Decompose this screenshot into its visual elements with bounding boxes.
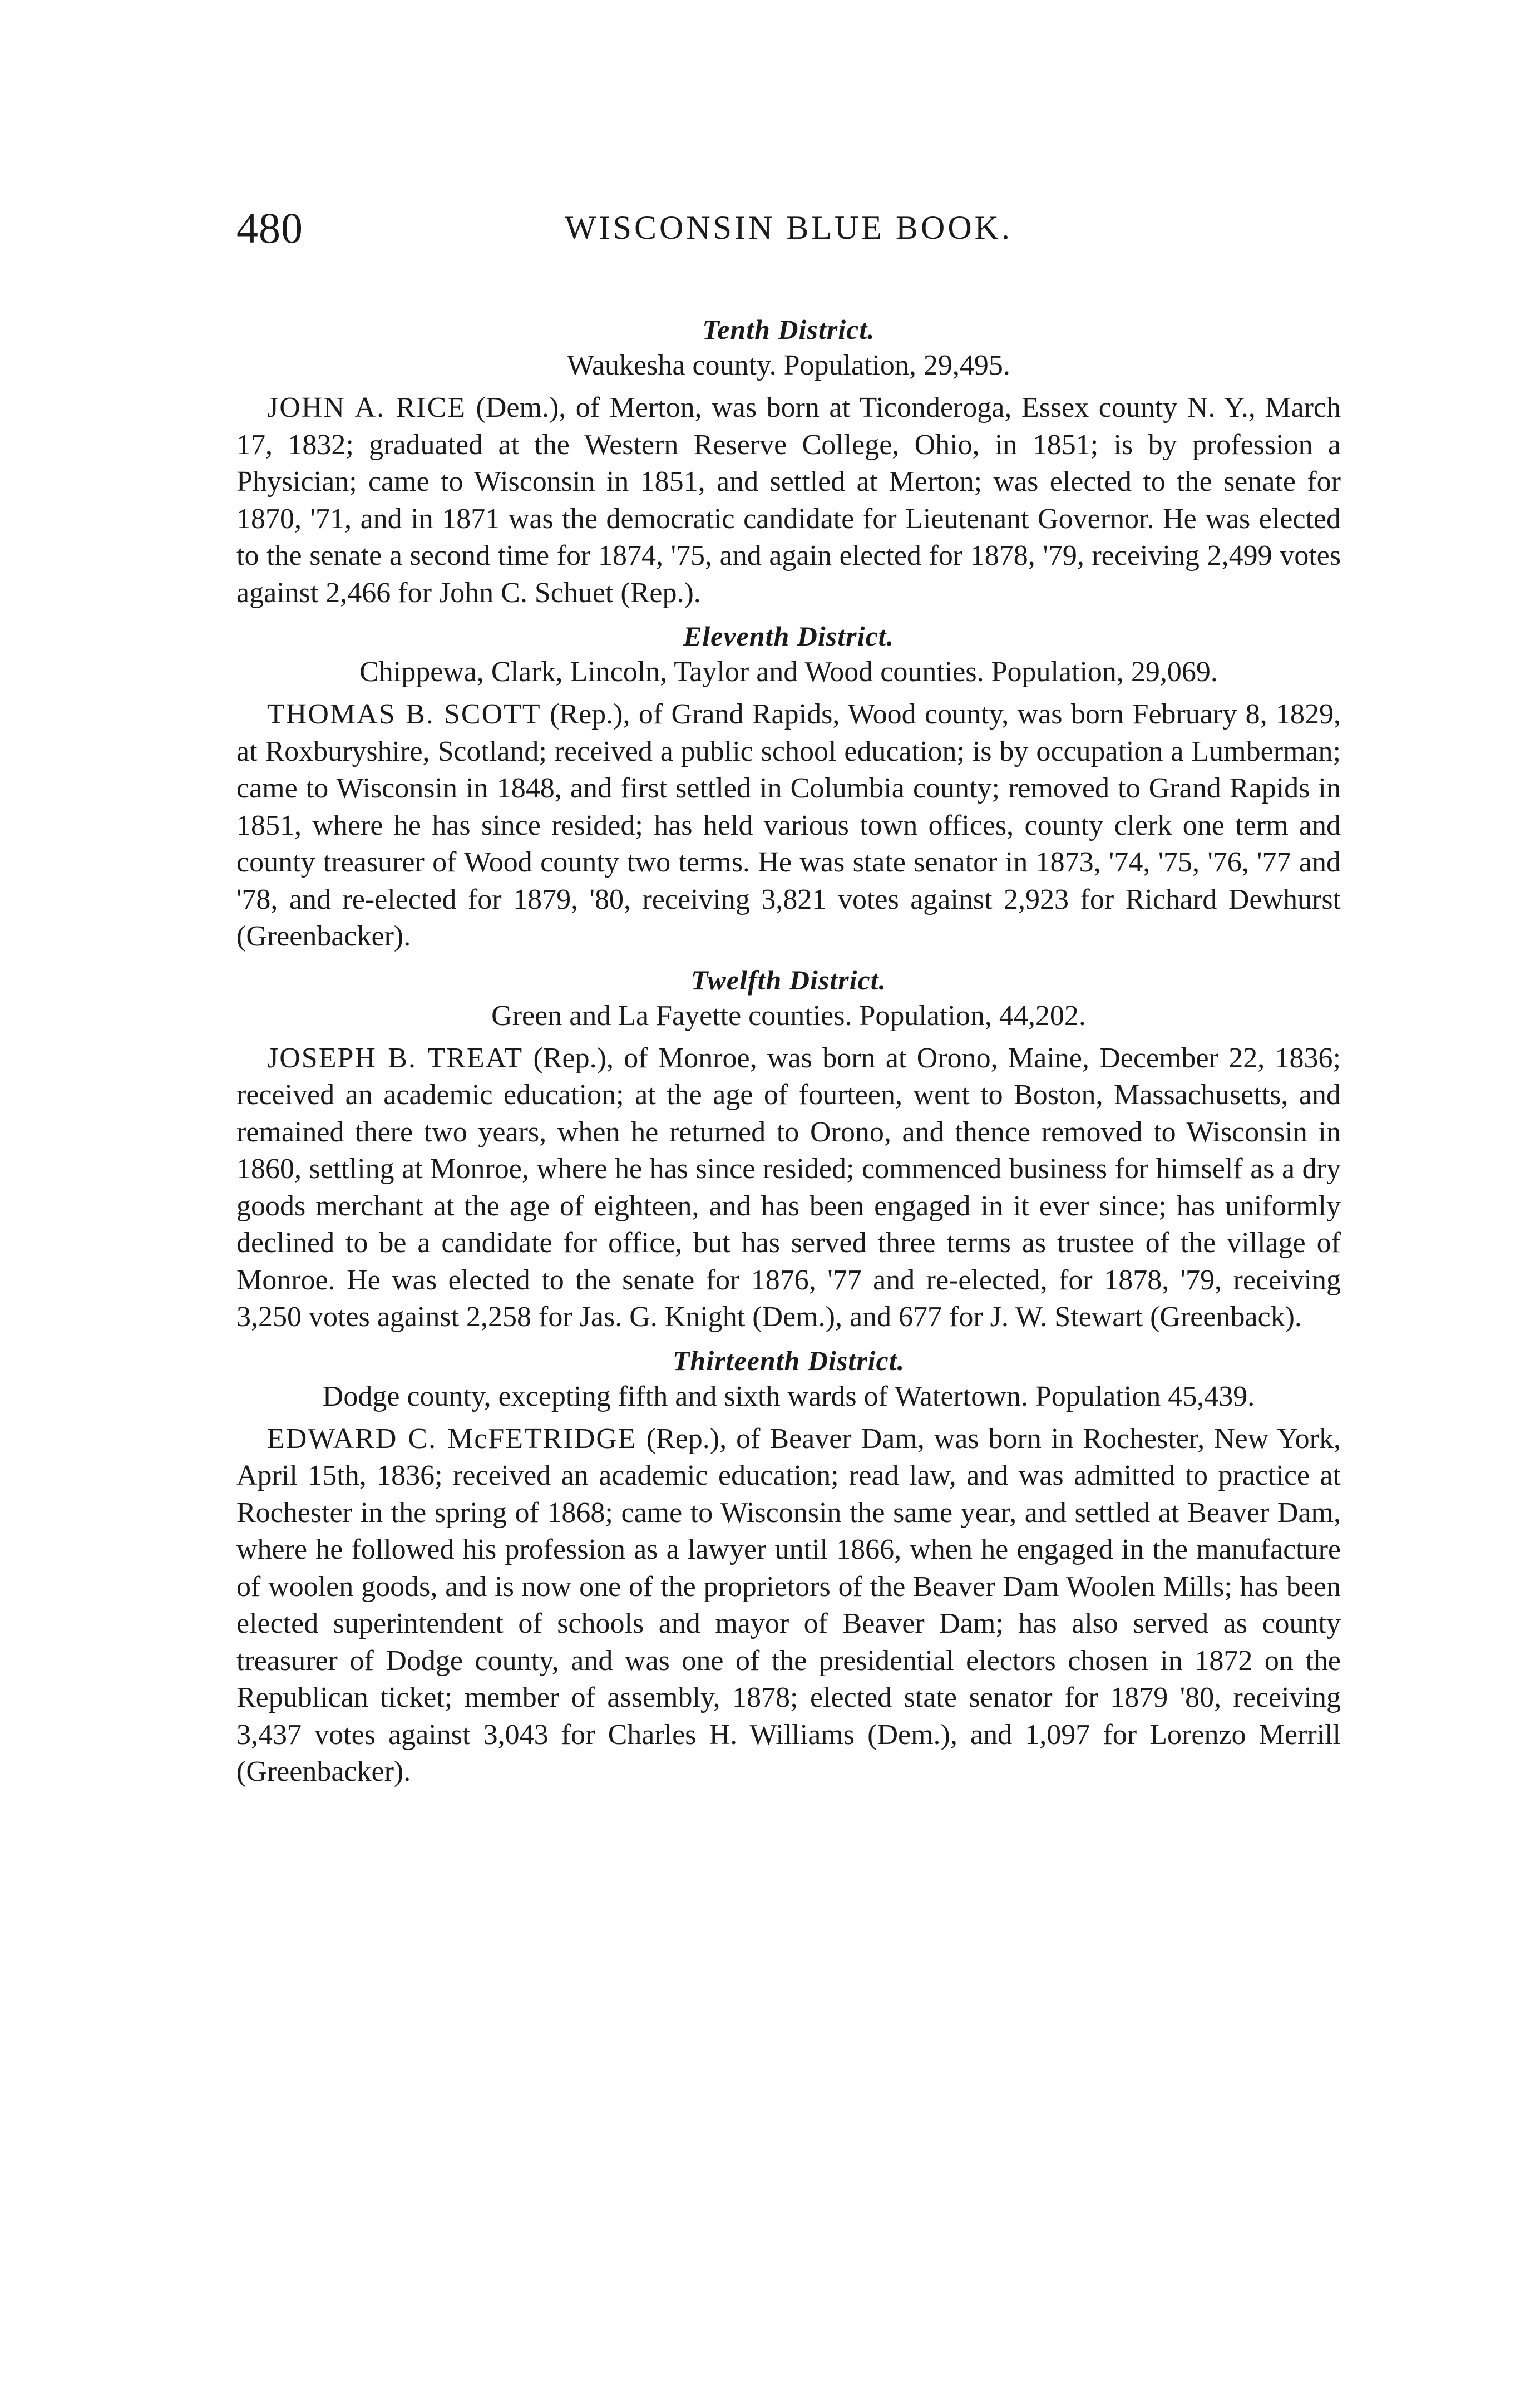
district-section-tenth <box>236 312 1341 612</box>
senator-biography <box>236 1421 1341 1791</box>
district-heading: Thirteenth District. <box>672 1344 905 1376</box>
page-content <box>236 312 1341 1797</box>
district-section-twelfth <box>236 962 1341 1336</box>
district-heading: Tenth District. <box>702 314 875 345</box>
district-heading: Eleventh District. <box>683 620 895 652</box>
senator-biography <box>236 696 1341 955</box>
senator-biography <box>236 390 1341 612</box>
district-section-eleventh <box>236 618 1341 955</box>
district-area: Chippewa, Clark, Lincoln, Taylor and Wood counties. Population, 29,069. <box>359 656 1218 688</box>
senator-name: EDWARD C. McFETRIDGE <box>267 1422 637 1455</box>
district-area: Dodge county, excepting fifth and sixth wards of Watertown. Population 45,439. <box>322 1380 1255 1412</box>
biography-text: (Rep.), of Grand Rapids, Wood county, was born February 8, 1829, at Roxburyshire, Scotland; received a public school education; is by occupation a Lumberman; came to Wisconsin in 1848, and first settled in Columbia county; removed to Grand Rapids in 1851, where he has since resided; has held various town offices, county clerk one term and county treasurer of Wood county two terms. He was state senator in 1873, '74, '75, '76, '77 and '78, and re-elected for 1879, '80, receiving 3,821 votes against 2,923 for Richard Dewhurst (Greenbacker). <box>236 698 1341 952</box>
biography-text: (Rep.), of Beaver Dam, was born in Rochester, New York, April 15th, 1836; received an academic education; read law, and was admitted to practice at Rochester in the spring of 1868; came to Wisconsin the same year, and settled at Beaver Dam, where he followed his profession as a lawyer until 1866, when he engaged in the manufacture of woolen goods, and is now one of the proprietors of the Beaver Dam Woolen Mills; has been elected superintendent of schools and mayor of Beaver Dam; has also served as county treasurer of Dodge county, and was one of the presidential electors chosen in 1872 on the Republican ticket; member of assembly, 1878; elected state senator for 1879 '80, receiving 3,437 votes against 3,043 for Charles H. Williams (Dem.), and 1,097 for Lorenzo Merrill (Greenbacker). <box>236 1422 1341 1787</box>
district-heading: Twelfth District. <box>690 964 887 996</box>
biography-text: (Dem.), of Merton, was born at Ticonderoga, Essex county N. Y., March 17, 1832; graduated at the Western Reserve College, Ohio, in 1851; is by profession a Physician; came to Wisconsin in 1851, and settled at Merton; was elected to the senate for 1870, '71, and in 1871 was the democratic candidate for Lieutenant Governor. He was elected to the senate a second time for 1874, '75, and again elected for 1878, '79, receiving 2,499 votes against 2,466 for John C. Schuet (Rep.). <box>236 392 1341 609</box>
senator-name: THOMAS B. SCOTT <box>267 698 541 730</box>
biography-text: (Rep.), of Monroe, was born at Orono, Maine, December 22, 1836; received an academic education; at the age of fourteen, went to Boston, Massachusetts, and remained there two years, when he returned to Orono, and thence removed to Wisconsin in 1860, settling at Monroe, where he has since resided; commenced business for himself as a dry goods merchant at the age of eighteen, and has been engaged in it ever since; has uniformly declined to be a candidate for office, but has served three terms as trustee of the village of Monroe. He was elected to the senate for 1876, '77 and re-elected, for 1878, '79, receiving 3,250 votes against 2,258 for Jas. G. Knight (Dem.), and 677 for J. W. Stewart (Greenback). <box>236 1042 1341 1333</box>
district-area: Waukesha county. Population, 29,495. <box>567 349 1010 381</box>
page-header <box>236 203 1349 259</box>
page-number: 480 <box>236 204 303 252</box>
senator-biography <box>236 1040 1341 1336</box>
district-area: Green and La Fayette counties. Population, 44,202. <box>491 999 1086 1032</box>
senator-name: JOSEPH B. TREAT <box>267 1042 524 1074</box>
senator-name: JOHN A. RICE <box>267 392 467 423</box>
running-title: WISCONSIN BLUE BOOK. <box>565 209 1013 246</box>
district-section-thirteenth <box>236 1343 1341 1791</box>
